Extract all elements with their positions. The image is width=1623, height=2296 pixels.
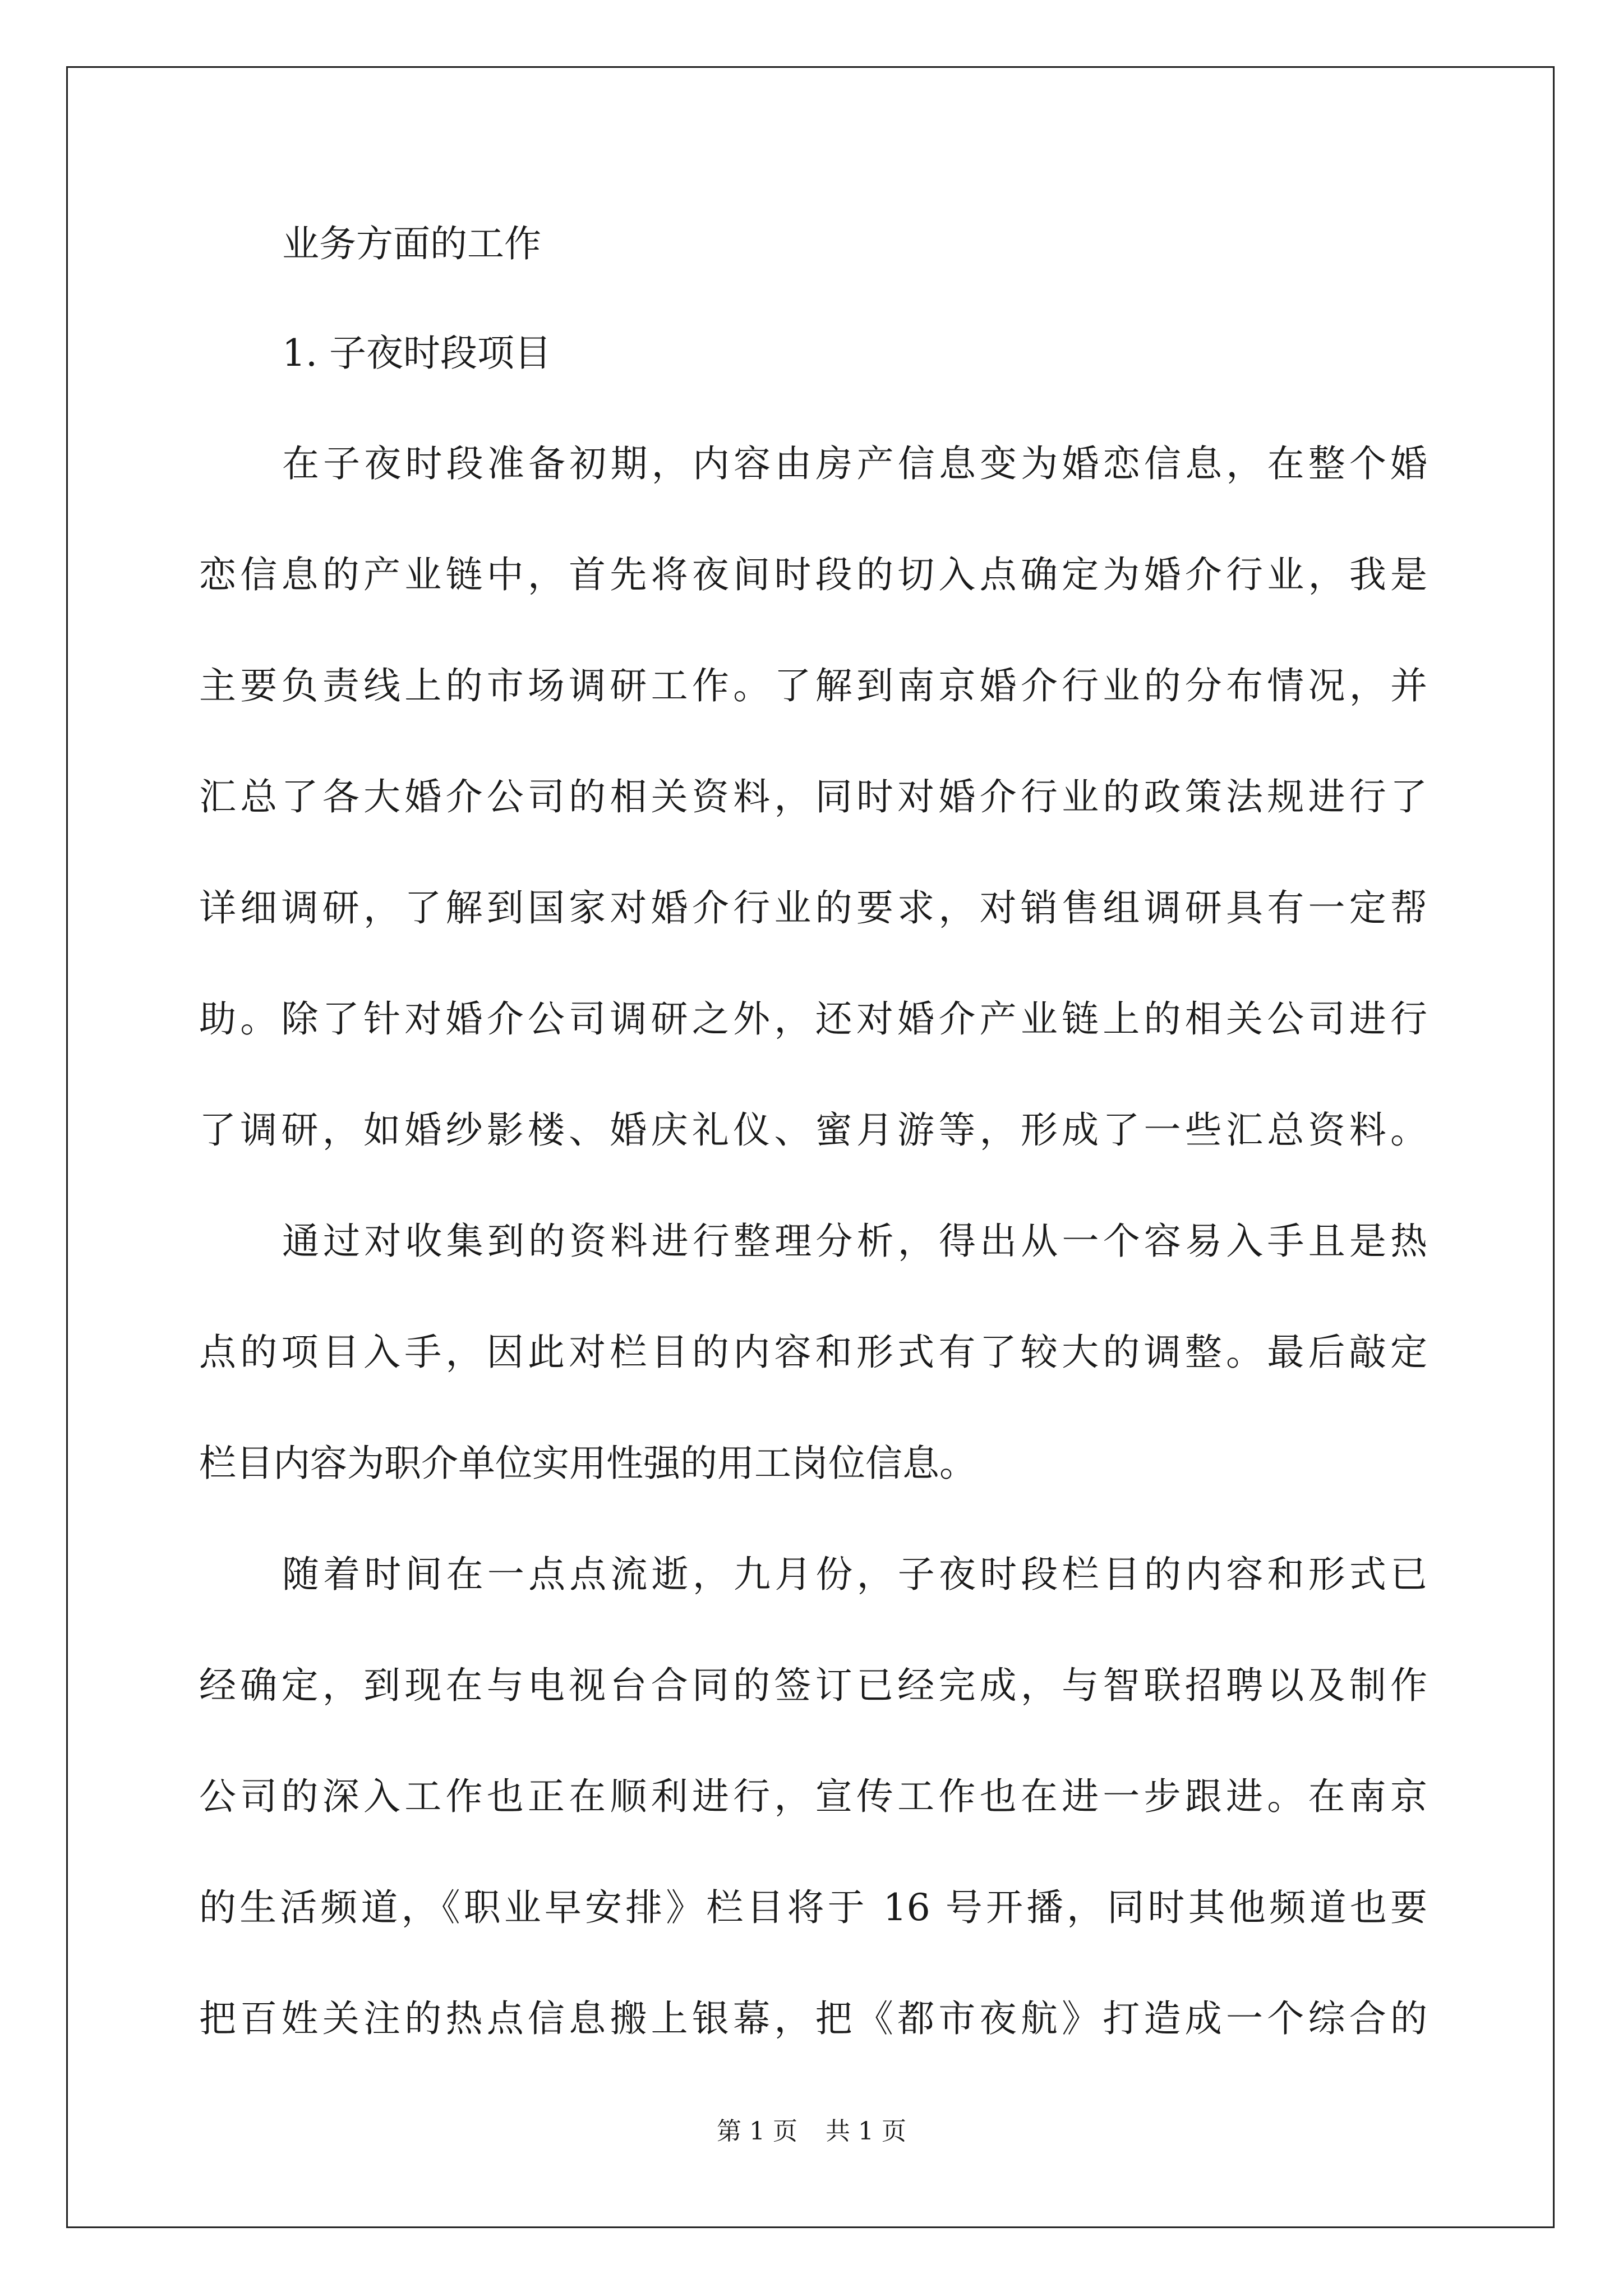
paragraph-line: 恋信息的产业链中，首先将夜间时段的切入点确定为婚介行业，我是 [199,553,1427,596]
paragraph-line: 了调研，如婚纱影楼、婚庆礼仪、蜜月游等，形成了一些汇总资料。 [199,1108,1427,1152]
page-total: 共 1 页 [826,2117,906,2146]
paragraph-line: 把百姓关注的热点信息搬上银幕，把《都市夜航》打造成一个综合的 [199,1997,1427,2040]
paragraph-line: 在子夜时段准备初期，内容由房产信息变为婚恋信息，在整个婚 [282,442,1427,485]
paragraph-line: 详细调研，了解到国家对婚介行业的要求，对销售组调研具有一定帮 [199,886,1427,930]
paragraph-line: 主要负责线上的市场调研工作。了解到南京婚介行业的分布情况，并 [199,664,1427,707]
paragraph-line: 通过对收集到的资料进行整理分析，得出从一个容易入手且是热 [282,1220,1427,1263]
page-footer [0,2115,1623,2148]
page-number: 第 1 页 [717,2117,797,2146]
section-title: 1. 子夜时段项目 [282,332,551,375]
section-heading: 业务方面的工作 [282,222,541,265]
paragraph-line: 汇总了各大婚介公司的相关资料，同时对婚介行业的政策法规进行了 [199,775,1427,818]
paragraph-line: 公司的深入工作也正在顺利进行，宣传工作也在进一步跟进。在南京 [199,1775,1427,1818]
paragraph-line: 点的项目入手，因此对栏目的内容和形式有了较大的调整。最后敲定 [199,1331,1427,1374]
paragraph-line: 栏目内容为职介单位实用性强的用工岗位信息。 [199,1442,976,1485]
paragraph-line: 随着时间在一点点流逝，九月份，子夜时段栏目的内容和形式已 [282,1553,1427,1596]
paragraph-line: 的生活频道，《职业早安排》栏目将于 16 号开播，同时其他频道也要 [199,1886,1427,1929]
paragraph-line: 经确定，到现在与电视台合同的签订已经完成，与智联招聘以及制作 [199,1664,1427,1707]
paragraph-line: 助。除了针对婚介公司调研之外，还对婚介产业链上的相关公司进行 [199,997,1427,1041]
